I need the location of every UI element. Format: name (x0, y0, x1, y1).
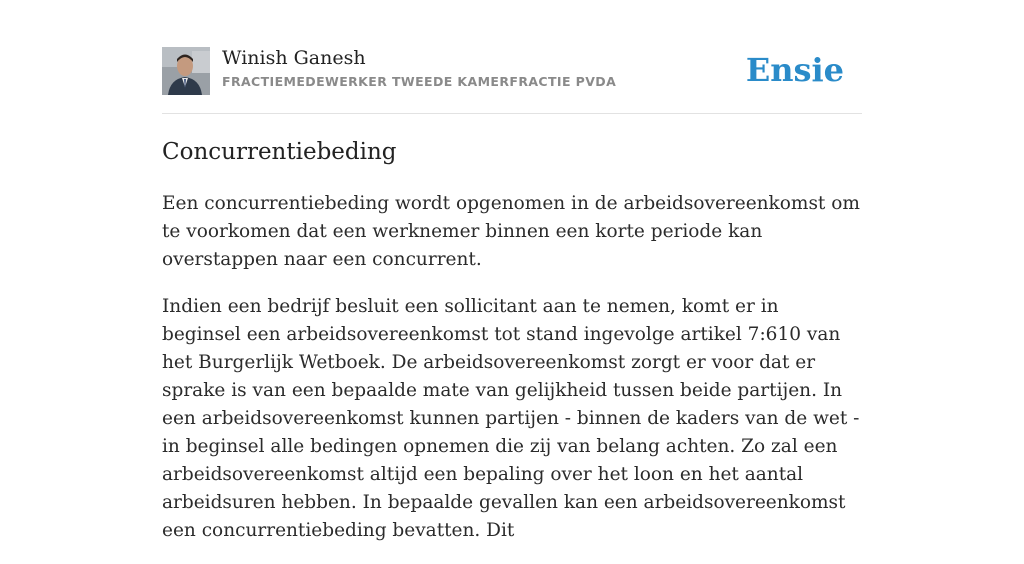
avatar-portrait-icon (162, 47, 210, 95)
article-title: Concurrentiebeding (162, 139, 397, 165)
article-body (162, 190, 862, 564)
author-role: FRACTIEMEDEWERKER TWEEDE KAMERFRACTIE PVDA (222, 74, 617, 89)
author-avatar[interactable] (162, 47, 210, 95)
author-name[interactable]: Winish Ganesh (222, 47, 366, 69)
article-paragraph: Een concurrentiebeding wordt opgenomen in de arbeidsovereenkomst om te voorkomen dat een werknemer binnen een korte periode kan overstappen naar een concurrent. (162, 193, 860, 270)
article-paragraph: Indien een bedrijf besluit een sollicitant aan te nemen, komt er in beginsel een arbeidsovereenkomst tot stand ingevolge artikel 7:610 van het Burgerlijk Wetboek. De arbeidsovereenkomst zorgt er voor dat er sprake is van een bepaalde mate van gelijkheid tussen beide partijen. In een arbeidsovereenkomst kunnen partijen - binnen de kaders van de wet - in beginsel alle bedingen opnemen die zij van belang achten. Zo zal een arbeidsovereenkomst altijd een bepaling over het loon en het aantal arbeidsuren hebben. In bepaalde gevallen kan een arbeidsovereenkomst een concurrentiebeding bevatten. Dit (162, 296, 860, 541)
article-header (162, 46, 862, 96)
brand-logo[interactable]: Ensie (745, 51, 844, 89)
header-divider (162, 113, 862, 114)
